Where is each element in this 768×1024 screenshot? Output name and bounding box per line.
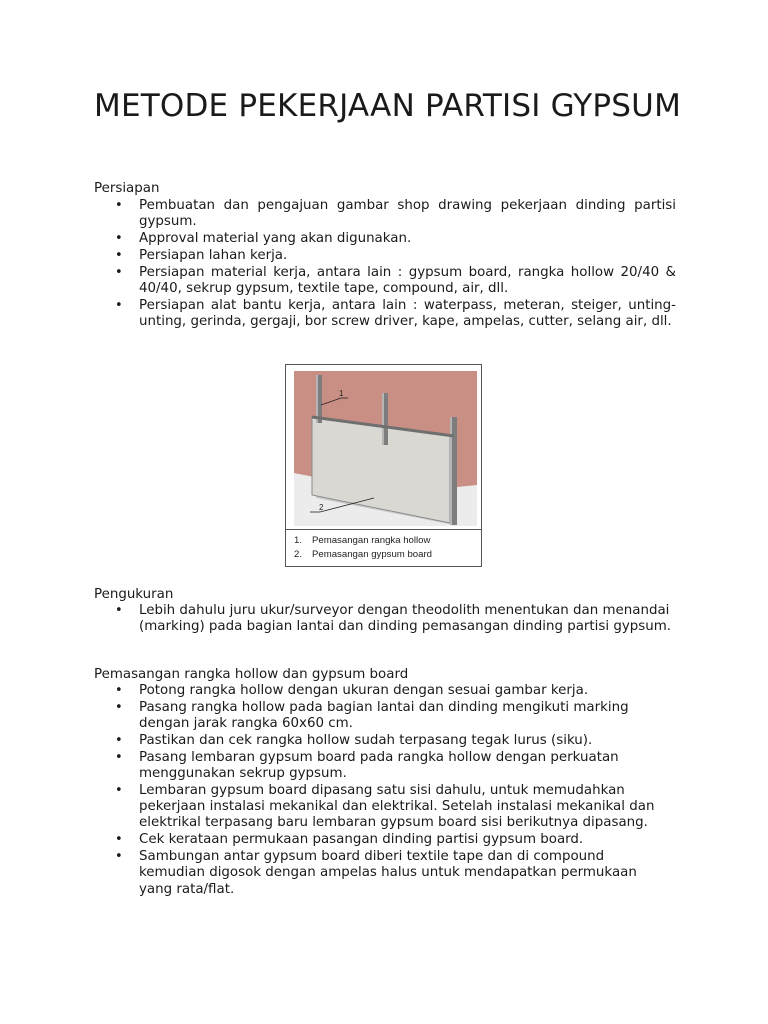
list-item: • Cek kerataan permukaan pasangan dinding partisi gypsum board. xyxy=(94,832,674,848)
caption-line xyxy=(294,548,481,562)
callout-label-2: 2 xyxy=(319,503,324,512)
list-item: • Persiapan lahan kerja. xyxy=(94,248,676,264)
list-item: • Lembaran gypsum board dipasang satu sisi dahulu, untuk memudahkan pekerjaan instalasi mekanikal dan elektrikal. Setelah instalasi mekanikal dan elektrikal terpasang baru lembaran gypsum board sisi berikutnya dipasang. xyxy=(94,783,674,832)
gypsum-partition-figure xyxy=(285,364,482,567)
list-item: • Sambungan antar gypsum board diberi textile tape dan di compound kemudian digosok dengan ampelas halus untuk mendapatkan permukaan yang rata/flat. xyxy=(94,849,674,898)
list-pemasangan xyxy=(94,683,674,898)
caption-text: Pemasangan rangka hollow xyxy=(312,535,431,546)
section-heading-persiapan: Persiapan xyxy=(94,181,160,196)
section-heading-pemasangan: Pemasangan rangka hollow dan gypsum board xyxy=(94,667,409,682)
list-pengukuran xyxy=(94,603,674,636)
caption-number: 2. xyxy=(294,549,303,560)
list-item: • Pasang lembaran gypsum board pada rangka hollow dengan perkuatan menggunakan sekrup gypsum. xyxy=(94,750,674,783)
section-heading-pengukuran: Pengukuran xyxy=(94,587,174,602)
figure-caption xyxy=(286,529,481,567)
list-item: • Persiapan alat bantu kerja, antara lain : waterpass, meteran, steiger, unting-unting, gerinda, gergaji, bor screw driver, kape, ampelas, cutter, selang air, dll. xyxy=(94,298,676,331)
caption-text: Pemasangan gypsum board xyxy=(312,549,432,560)
list-item: • Pasang rangka hollow pada bagian lantai dan dinding mengikuti marking dengan jarak rangka 60x60 cm. xyxy=(94,700,674,733)
list-item: • Pastikan dan cek rangka hollow sudah terpasang tegak lurus (siku). xyxy=(94,733,674,749)
stud-highlight xyxy=(316,375,318,423)
list-item: • Pembuatan dan pengajuan gambar shop drawing pekerjaan dinding partisi gypsum. xyxy=(94,198,676,231)
list-item: • Potong rangka hollow dengan ukuran dengan sesuai gambar kerja. xyxy=(94,683,674,699)
list-persiapan xyxy=(94,198,676,331)
list-item: • Approval material yang akan digunakan. xyxy=(94,231,676,247)
stud-highlight xyxy=(450,417,452,525)
callout-label-1: 1 xyxy=(339,389,344,398)
list-item: • Persiapan material kerja, antara lain : gypsum board, rangka hollow 20/40 & 40/40, sekrup gypsum, textile tape, compound, air, dll. xyxy=(94,265,676,298)
caption-number: 1. xyxy=(294,535,303,546)
partition-illustration xyxy=(286,365,481,529)
stud-highlight xyxy=(382,393,384,445)
caption-line xyxy=(294,534,481,548)
list-item: • Lebih dahulu juru ukur/surveyor dengan theodolith menentukan dan menandai (marking) pada bagian lantai dan dinding pemasangan dinding partisi gypsum. xyxy=(94,603,674,636)
document-title: METODE PEKERJAAN PARTISI GYPSUM xyxy=(94,88,682,124)
